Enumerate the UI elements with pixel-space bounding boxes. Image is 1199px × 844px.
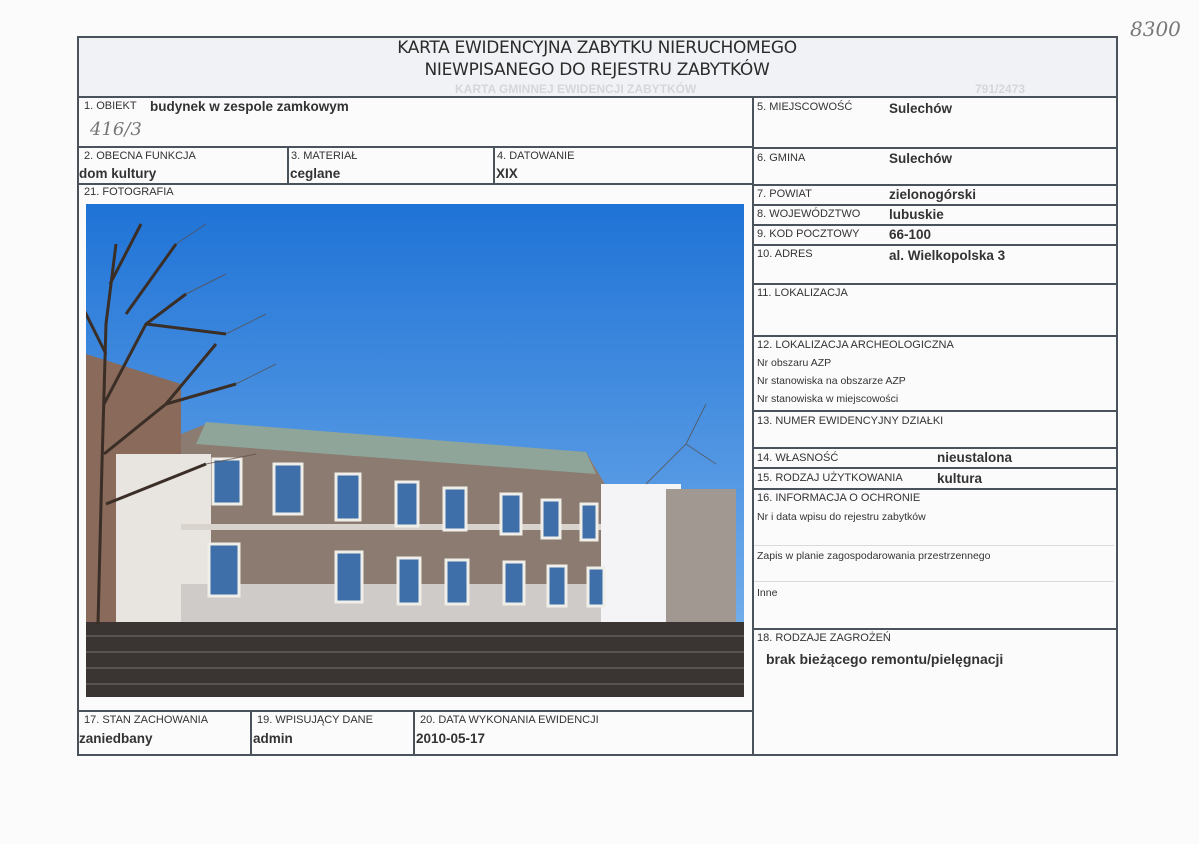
cell-zagrozenia: [752, 628, 1118, 756]
page-title-line2: NIEWPISANEGO DO REJESTRU ZABYTKÓW: [424, 60, 770, 80]
kod-value: 66-100: [889, 227, 932, 242]
powiat-value: zielonogórski: [889, 187, 977, 202]
material-label: 3. MATERIAŁ: [291, 150, 358, 162]
obiekt-value: budynek w zespole zamkowym: [150, 99, 349, 114]
wlasnosc-value: nieustalona: [937, 450, 1013, 465]
wojewodztwo-value: lubuskie: [889, 207, 944, 222]
material-value: ceglane: [290, 166, 341, 181]
funkcja-value: dom kultury: [79, 166, 157, 181]
funkcja-label: 2. OBECNA FUNKCJA: [84, 150, 196, 162]
powiat-label: 7. POWIAT: [757, 188, 812, 200]
building-photo: [86, 204, 744, 697]
adres-value: al. Wielkopolska 3: [889, 248, 1006, 263]
ochrona-line3: Inne: [757, 587, 778, 599]
ochrona-divider: [754, 545, 1114, 546]
gmina-label: 6. GMINA: [757, 152, 806, 164]
wlasnosc-label: 14. WŁASNOŚĆ: [757, 452, 839, 464]
data-label: 20. DATA WYKONANIA EWIDENCJI: [420, 714, 599, 726]
wpisujacy-label: 19. WPISUJĄCY DANE: [257, 714, 373, 726]
miejscowosc-value: Sulechów: [889, 101, 953, 116]
obiekt-handwritten: 416/3: [90, 119, 142, 140]
data-value: 2010-05-17: [416, 731, 486, 746]
zagrozenia-label: 18. RODZAJE ZAGROŻEŃ: [757, 632, 891, 644]
stan-label: 17. STAN ZACHOWANIA: [84, 714, 209, 726]
ochrona-divider: [754, 581, 1114, 582]
ochrona-line1: Nr i data wpisu do rejestru zabytków: [757, 511, 926, 523]
gmina-value: Sulechów: [889, 151, 953, 166]
ghost-title: KARTA GMINNEJ EWIDENCJI ZABYTKÓW: [455, 82, 697, 96]
page-title-line1: KARTA EWIDENCYJNA ZABYTKU NIERUCHOMEGO: [397, 38, 797, 58]
corner-handwritten-number: 8300: [1130, 17, 1181, 41]
lokalizacja-label: 11. LOKALIZACJA: [757, 287, 848, 299]
zagrozenia-value: brak bieżącego remontu/pielęgnacji: [766, 651, 1004, 667]
archeo-line1: Nr obszaru AZP: [757, 357, 832, 369]
uzytkowanie-value: kultura: [937, 471, 983, 486]
wojewodztwo-label: 8. WOJEWÓDZTWO: [757, 208, 861, 220]
wpisujacy-value: admin: [253, 731, 293, 746]
archeo-line2: Nr stanowiska na obszarze AZP: [757, 375, 906, 387]
fotografia-label: 21. FOTOGRAFIA: [84, 186, 174, 198]
uzytkowanie-label: 15. RODZAJ UŻYTKOWANIA: [757, 472, 903, 484]
dzialka-label: 13. NUMER EWIDENCYJNY DZIAŁKI: [757, 415, 944, 427]
datowanie-label: 4. DATOWANIE: [497, 150, 575, 162]
adres-label: 10. ADRES: [757, 248, 813, 260]
obiekt-label: 1. OBIEKT: [84, 100, 137, 112]
ochrona-line2: Zapis w planie zagospodarowania przestrzennego: [757, 550, 991, 562]
kod-label: 9. KOD POCZTOWY: [757, 228, 860, 240]
archeo-label: 12. LOKALIZACJA ARCHEOLOGICZNA: [757, 339, 954, 351]
ghost-number: 791/2473: [975, 82, 1026, 96]
ochrona-label: 16. INFORMACJA O OCHRONIE: [757, 492, 921, 504]
datowanie-value: XIX: [496, 166, 518, 181]
archeo-line3: Nr stanowiska w miejscowości: [757, 393, 899, 405]
miejscowosc-label: 5. MIEJSCOWOŚĆ: [757, 101, 853, 113]
stan-value: zaniedbany: [79, 731, 153, 746]
